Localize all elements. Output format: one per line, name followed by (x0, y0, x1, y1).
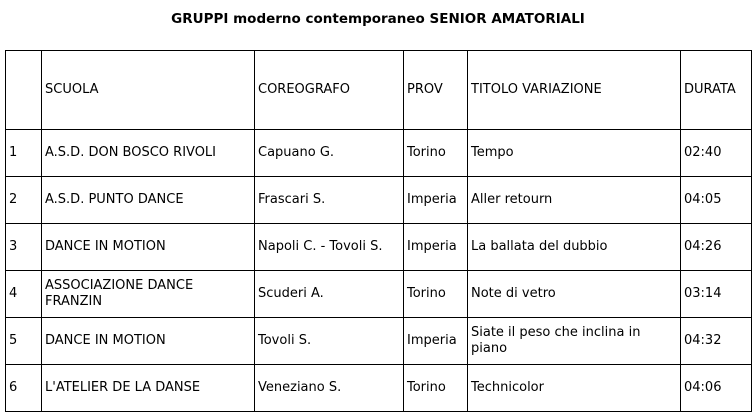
cell-prov: Imperia (404, 177, 468, 224)
cell-titolo: Siate il peso che inclina in piano (468, 318, 681, 365)
cell-durata: 04:06 (681, 365, 752, 412)
cell-scuola: DANCE IN MOTION (42, 318, 255, 365)
cell-prov: Imperia (404, 318, 468, 365)
cell-coreografo: Frascari S. (255, 177, 404, 224)
table-row (6, 318, 752, 365)
table-row (6, 271, 752, 318)
cell-durata: 03:14 (681, 271, 752, 318)
cell-coreografo: Tovoli S. (255, 318, 404, 365)
cell-num: 4 (6, 271, 42, 318)
cell-num: 1 (6, 130, 42, 177)
cell-titolo: Note di vetro (468, 271, 681, 318)
table-row (6, 365, 752, 412)
cell-titolo: La ballata del dubbio (468, 224, 681, 271)
header-coreografo: COREOGRAFO (255, 51, 404, 130)
cell-titolo: Tempo (468, 130, 681, 177)
header-durata: DURATA (681, 51, 752, 130)
results-table (5, 50, 752, 412)
header-titolo: TITOLO VARIAZIONE (468, 51, 681, 130)
cell-prov: Torino (404, 271, 468, 318)
table-row (6, 130, 752, 177)
cell-coreografo: Capuano G. (255, 130, 404, 177)
cell-prov: Torino (404, 130, 468, 177)
cell-titolo: Aller retourn (468, 177, 681, 224)
cell-durata: 04:26 (681, 224, 752, 271)
cell-num: 6 (6, 365, 42, 412)
table-row (6, 224, 752, 271)
cell-coreografo: Scuderi A. (255, 271, 404, 318)
table-row (6, 177, 752, 224)
cell-durata: 02:40 (681, 130, 752, 177)
cell-prov: Imperia (404, 224, 468, 271)
cell-durata: 04:05 (681, 177, 752, 224)
cell-coreografo: Napoli C. - Tovoli S. (255, 224, 404, 271)
cell-scuola: A.S.D. PUNTO DANCE (42, 177, 255, 224)
table-header-row (6, 51, 752, 130)
cell-durata: 04:32 (681, 318, 752, 365)
header-prov: PROV (404, 51, 468, 130)
cell-num: 5 (6, 318, 42, 365)
cell-scuola: ASSOCIAZIONE DANCE FRANZIN (42, 271, 255, 318)
header-num (6, 51, 42, 130)
cell-scuola: L'ATELIER DE LA DANSE (42, 365, 255, 412)
cell-coreografo: Veneziano S. (255, 365, 404, 412)
page-title: GRUPPI moderno contemporaneo SENIOR AMATORIALI (171, 11, 585, 27)
cell-titolo: Technicolor (468, 365, 681, 412)
cell-prov: Torino (404, 365, 468, 412)
cell-scuola: A.S.D. DON BOSCO RIVOLI (42, 130, 255, 177)
cell-num: 2 (6, 177, 42, 224)
header-scuola: SCUOLA (42, 51, 255, 130)
cell-num: 3 (6, 224, 42, 271)
cell-scuola: DANCE IN MOTION (42, 224, 255, 271)
